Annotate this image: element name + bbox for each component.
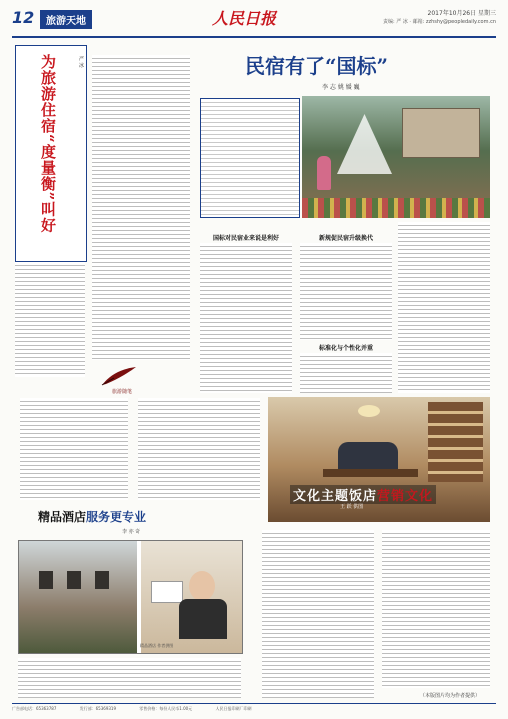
- photo-child: [317, 156, 331, 190]
- photo-card: [151, 581, 183, 603]
- caption-part-1: 文化主题: [293, 489, 350, 504]
- main-headline: 民宿有了“国标”: [245, 54, 389, 78]
- hotel-staff-photo: [141, 541, 242, 653]
- article-column-2a: [300, 243, 392, 340]
- commentary-text-column-a: [15, 262, 85, 377]
- commentary-title: 为旅游住宿“度量衡”叫好: [39, 54, 57, 234]
- photo-window: [39, 571, 53, 589]
- photo-house: [402, 108, 480, 158]
- article-column-6: [262, 530, 374, 698]
- section-label: 旅游天地: [40, 10, 92, 29]
- theme-hotel-caption: [290, 485, 436, 504]
- quill-pen-icon: [100, 365, 138, 387]
- footer-printer: 人民日报印刷厂印刷: [215, 706, 252, 711]
- article-column-2b: [300, 353, 392, 393]
- page-number: 12: [12, 8, 35, 27]
- hotel-byline: 李 亦 奇: [122, 529, 141, 535]
- photo-body: [179, 599, 227, 639]
- masthead-logo: 人民日报: [212, 9, 277, 28]
- subhead-1: 国标对民宿业来说是利好: [212, 235, 279, 242]
- commentary-author: 严 冰: [78, 56, 84, 68]
- article-column-3: [398, 222, 490, 393]
- hotel-photo-pair: [18, 540, 243, 654]
- subhead-2: 新规促民宿升级换代: [318, 235, 373, 242]
- subhead-3: 标准化与个性化并重: [318, 345, 373, 352]
- hotel-headline: [38, 508, 146, 525]
- main-byline: 李 志 姚 媛 巍: [322, 84, 360, 91]
- hotel-text-column-a: [18, 658, 241, 698]
- end-note: （本版图片均为作者提供）: [420, 693, 481, 699]
- photo-canopy: [337, 114, 392, 174]
- footer-distribution: 发行部：65369319: [79, 706, 116, 711]
- photo-flowerbed: [302, 198, 490, 218]
- editor-credits: 责编: 严 冰 · 邮箱: zzhshy@peopledaily.com.cn: [382, 19, 496, 25]
- photo-window: [67, 571, 81, 589]
- photo-lamp: [358, 405, 380, 417]
- footer-price: 零售价格：每份人民币1.00元: [139, 706, 193, 711]
- issue-date: 2017年10月26日 星期三: [427, 10, 496, 17]
- hotel-courtyard-photo: [19, 541, 137, 653]
- theme-hotel-credit: 王 跃 供图: [340, 504, 364, 510]
- hotel-headline-part-2: 服务更专业: [86, 510, 147, 524]
- caption-part-2: 饭店: [349, 489, 378, 504]
- photo-bookshelf: [428, 402, 483, 482]
- hotel-headline-part-1: 精品酒店: [38, 510, 87, 524]
- photo-table: [323, 469, 418, 477]
- commentary-signature: 旅游随笔: [112, 389, 133, 395]
- hotel-photo-caption: 精品酒店 作者供图: [140, 643, 174, 648]
- caption-part-3: 营销文化: [377, 489, 434, 504]
- commentary-box: [15, 45, 87, 262]
- article-column-4: [20, 398, 128, 500]
- photo-guests: [338, 442, 398, 472]
- article-column-7: [382, 530, 490, 688]
- article-column-1: [200, 243, 292, 393]
- photo-face: [189, 571, 215, 601]
- footer-ad-phone: 广告部电话：65363787: [12, 706, 57, 711]
- page-header: [12, 6, 496, 38]
- bnb-garden-photo: [302, 96, 490, 218]
- photo-window: [95, 571, 109, 589]
- commentary-text-column-b: [92, 55, 190, 360]
- article-column-5: [138, 398, 260, 500]
- lead-paragraph-box: [200, 98, 300, 218]
- page-footer: [12, 703, 496, 712]
